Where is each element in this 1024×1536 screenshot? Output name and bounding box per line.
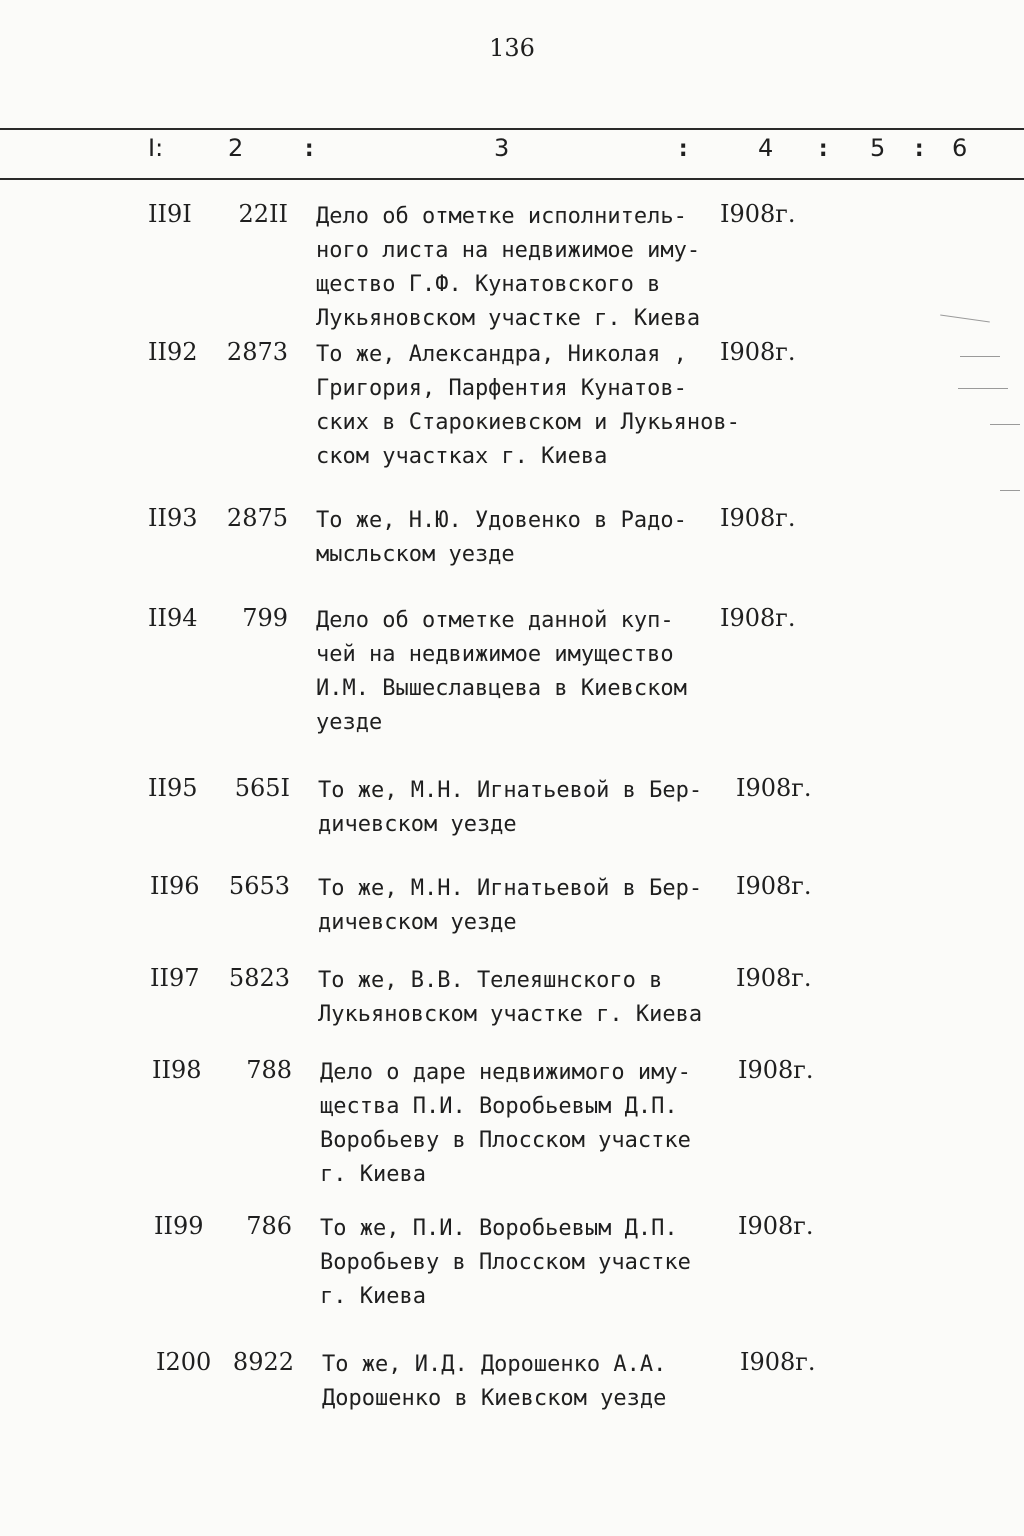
description-line: дичевском уезде [318,812,517,837]
page-number: 136 [489,34,535,62]
item-year: I908г. [720,604,796,632]
item-number: II96 [150,872,200,900]
description-line: ском участках г. Киева [316,444,608,469]
description-line: То же, Н.Ю. Удовенко в Радо- [316,508,687,533]
item-code: 5653 [228,872,290,900]
item-description [322,1348,666,1416]
description-line: То же, М.Н. Игнатьевой в Бер- [318,876,703,901]
table-top-rule [0,128,1024,130]
description-line: Лукьяновском участке г. Киева [316,306,701,331]
item-number: II95 [148,774,198,802]
header-col-4: 4 [758,134,774,162]
description-line: То же, В.В. Телеяшнского в [318,968,663,993]
item-code: 565I [234,774,290,802]
item-number: II9I [148,200,192,228]
item-code: 2875 [226,504,288,532]
header-separator: : [302,134,317,162]
item-number: II97 [150,964,200,992]
scan-speck [990,424,1020,425]
item-number: II94 [148,604,198,632]
item-code: 8922 [232,1348,294,1376]
item-code: 5823 [228,964,290,992]
description-line: Дело об отметке исполнитель- [316,204,687,229]
item-year: I908г. [740,1348,816,1376]
item-description [318,774,702,842]
item-number: I200 [156,1348,212,1376]
description-line: Григория, Парфентия Кунатов- [316,376,687,401]
scan-speck [960,356,1000,357]
description-line: Воробьеву в Плосском участке [320,1128,691,1153]
description-line: чей на недвижимое имущество [316,642,674,667]
item-description [316,604,687,740]
item-code: 22II [238,200,288,228]
item-year: I908г. [720,338,796,366]
description-line: Лукьяновском участке г. Киева [318,1002,703,1027]
item-description [316,504,687,572]
description-line: И.М. Вышеславцева в Киевском [316,676,687,701]
description-line: дичевском уезде [318,910,517,935]
item-code: 788 [246,1056,292,1084]
header-col-6: 6 [952,134,968,162]
description-line: уезде [316,710,383,735]
description-line: Воробьеву в Плосском участке [320,1250,691,1275]
description-line: щества П.И. Воробьевым Д.П. [320,1094,678,1119]
description-line: Дело о даре недвижимого иму- [320,1060,691,1085]
description-line: То же, Александра, Николая , [316,342,687,367]
header-col-1: I: [148,134,164,162]
item-code: 2873 [226,338,288,366]
item-year: I908г. [720,200,796,228]
description-line: Дело об отметке данной куп- [316,608,674,633]
description-line: То же, И.Д. Дорошенко А.А. [322,1352,667,1377]
item-number: II98 [152,1056,202,1084]
item-year: I908г. [720,504,796,532]
description-line: То же, П.И. Воробьевым Д.П. [320,1216,678,1241]
scan-speck [958,388,1008,389]
item-description [320,1212,691,1314]
scan-speck [1000,490,1020,491]
item-description [318,964,702,1032]
header-separator: : [912,134,927,162]
item-code: 786 [246,1212,292,1240]
item-description [320,1056,691,1192]
item-description [316,200,700,336]
item-description [318,872,702,940]
item-description [316,338,740,474]
description-line: щество Г.Ф. Кунатовского в [316,272,661,297]
item-number: II99 [154,1212,204,1240]
item-year: I908г. [736,964,812,992]
item-code: 799 [242,604,288,632]
description-line: Дорошенко в Киевском уезде [322,1386,667,1411]
description-line: ного листа на недвижимое иму- [316,238,701,263]
item-number: II92 [148,338,198,366]
header-separator: : [676,134,691,162]
item-year: I908г. [736,872,812,900]
item-year: I908г. [738,1056,814,1084]
description-line: г. Киева [320,1284,426,1309]
header-col-5: 5 [870,134,886,162]
header-separator: : [816,134,831,162]
description-line: ских в Старокиевском и Лукьянов- [316,410,740,435]
header-col-3: 3 [494,134,510,162]
item-year: I908г. [738,1212,814,1240]
table-header-rule [0,178,1024,180]
description-line: г. Киева [320,1162,426,1187]
item-year: I908г. [736,774,812,802]
description-line: То же, М.Н. Игнатьевой в Бер- [318,778,703,803]
description-line: мысльском уезде [316,542,515,567]
header-col-2: 2 [228,134,244,162]
scan-speck [940,315,990,323]
item-number: II93 [148,504,198,532]
